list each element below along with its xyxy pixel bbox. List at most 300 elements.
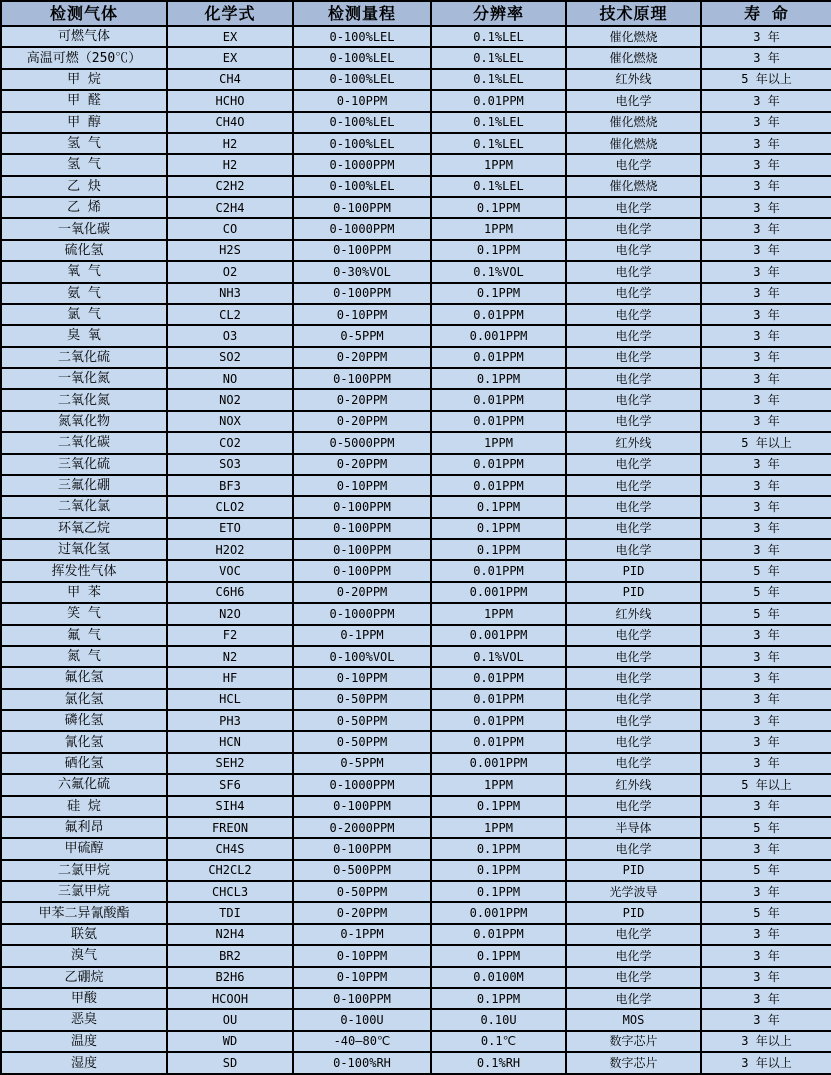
resolution-cell: 0.1PPM xyxy=(431,838,566,859)
resolution-cell: 0.1PPM xyxy=(431,496,566,517)
technology-principle-cell: 电化学 xyxy=(566,539,701,560)
resolution-cell: 0.1%RH xyxy=(431,1052,566,1074)
resolution-cell: 0.01PPM xyxy=(431,924,566,945)
resolution-cell: 0.1%LEL xyxy=(431,47,566,68)
table-row xyxy=(1,283,831,304)
detection-range-cell: 0-100%LEL xyxy=(293,26,431,47)
chemical-formula-cell: SF6 xyxy=(167,774,293,795)
gas-name-cell: 硫化氢 xyxy=(1,240,167,261)
chemical-formula-cell: OU xyxy=(167,1009,293,1030)
technology-principle-cell: 电化学 xyxy=(566,411,701,432)
gas-name-cell: 臭 氧 xyxy=(1,325,167,346)
detection-range-cell: 0-100%LEL xyxy=(293,69,431,90)
technology-principle-cell: 电化学 xyxy=(566,967,701,988)
chemical-formula-cell: FREON xyxy=(167,817,293,838)
header-chemical-formula: 化学式 xyxy=(167,1,293,26)
table-row xyxy=(1,411,831,432)
lifespan-cell: 3 年 xyxy=(701,389,831,410)
table-row xyxy=(1,454,831,475)
detection-range-cell: 0-1000PPM xyxy=(293,774,431,795)
detection-range-cell: 0-100PPM xyxy=(293,838,431,859)
chemical-formula-cell: SEH2 xyxy=(167,753,293,774)
chemical-formula-cell: CLO2 xyxy=(167,496,293,517)
gas-name-cell: 氢 气 xyxy=(1,154,167,175)
technology-principle-cell: PID xyxy=(566,560,701,581)
gas-name-cell: 二氧化硫 xyxy=(1,347,167,368)
gas-name-cell: 甲 醇 xyxy=(1,112,167,133)
lifespan-cell: 3 年 xyxy=(701,133,831,154)
table-row xyxy=(1,625,831,646)
resolution-cell: 0.1PPM xyxy=(431,368,566,389)
lifespan-cell: 5 年以上 xyxy=(701,69,831,90)
gas-name-cell: 高温可燃（250℃） xyxy=(1,47,167,68)
detection-range-cell: 0-100%VOL xyxy=(293,646,431,667)
lifespan-cell: 3 年 xyxy=(701,347,831,368)
table-row xyxy=(1,860,831,881)
detection-range-cell: 0-10PPM xyxy=(293,475,431,496)
lifespan-cell: 3 年 xyxy=(701,325,831,346)
lifespan-cell: 3 年 xyxy=(701,753,831,774)
detection-range-cell: 0-20PPM xyxy=(293,389,431,410)
technology-principle-cell: 电化学 xyxy=(566,689,701,710)
technology-principle-cell: 电化学 xyxy=(566,667,701,688)
technology-principle-cell: 红外线 xyxy=(566,774,701,795)
chemical-formula-cell: B2H6 xyxy=(167,967,293,988)
detection-range-cell: 0-5000PPM xyxy=(293,432,431,453)
chemical-formula-cell: CH4O xyxy=(167,112,293,133)
technology-principle-cell: 催化燃烧 xyxy=(566,112,701,133)
table-row xyxy=(1,582,831,603)
technology-principle-cell: 电化学 xyxy=(566,924,701,945)
technology-principle-cell: 电化学 xyxy=(566,475,701,496)
gas-name-cell: 笑 气 xyxy=(1,603,167,624)
lifespan-cell: 3 年以上 xyxy=(701,1031,831,1052)
chemical-formula-cell: O2 xyxy=(167,261,293,282)
gas-name-cell: 硒化氢 xyxy=(1,753,167,774)
technology-principle-cell: 电化学 xyxy=(566,945,701,966)
chemical-formula-cell: F2 xyxy=(167,625,293,646)
resolution-cell: 0.0100M xyxy=(431,967,566,988)
technology-principle-cell: 电化学 xyxy=(566,197,701,218)
table-row xyxy=(1,539,831,560)
lifespan-cell: 3 年 xyxy=(701,240,831,261)
resolution-cell: 0.01PPM xyxy=(431,560,566,581)
technology-principle-cell: 电化学 xyxy=(566,368,701,389)
detection-range-cell: 0-100PPM xyxy=(293,518,431,539)
lifespan-cell: 3 年 xyxy=(701,945,831,966)
technology-principle-cell: PID xyxy=(566,860,701,881)
lifespan-cell: 3 年 xyxy=(701,1009,831,1030)
detection-range-cell: -40—80℃ xyxy=(293,1031,431,1052)
resolution-cell: 1PPM xyxy=(431,154,566,175)
chemical-formula-cell: EX xyxy=(167,26,293,47)
table-row xyxy=(1,389,831,410)
detection-range-cell: 0-100%LEL xyxy=(293,176,431,197)
lifespan-cell: 3 年 xyxy=(701,924,831,945)
lifespan-cell: 3 年 xyxy=(701,47,831,68)
table-row xyxy=(1,902,831,923)
lifespan-cell: 3 年 xyxy=(701,218,831,239)
lifespan-cell: 3 年 xyxy=(701,154,831,175)
lifespan-cell: 5 年以上 xyxy=(701,432,831,453)
detection-range-cell: 0-1000PPM xyxy=(293,218,431,239)
lifespan-cell: 3 年 xyxy=(701,646,831,667)
table-header xyxy=(1,1,831,26)
resolution-cell: 0.1PPM xyxy=(431,240,566,261)
resolution-cell: 0.1%LEL xyxy=(431,69,566,90)
lifespan-cell: 3 年 xyxy=(701,710,831,731)
chemical-formula-cell: WD xyxy=(167,1031,293,1052)
gas-name-cell: 二氧化氮 xyxy=(1,389,167,410)
technology-principle-cell: PID xyxy=(566,902,701,923)
detection-range-cell: 0-20PPM xyxy=(293,411,431,432)
resolution-cell: 0.01PPM xyxy=(431,475,566,496)
detection-range-cell: 0-100PPM xyxy=(293,240,431,261)
detection-range-cell: 0-100PPM xyxy=(293,368,431,389)
detection-range-cell: 0-50PPM xyxy=(293,710,431,731)
table-row xyxy=(1,26,831,47)
technology-principle-cell: 电化学 xyxy=(566,283,701,304)
table-row xyxy=(1,774,831,795)
table-row xyxy=(1,475,831,496)
resolution-cell: 0.1PPM xyxy=(431,860,566,881)
chemical-formula-cell: HF xyxy=(167,667,293,688)
gas-name-cell: 氯 气 xyxy=(1,304,167,325)
technology-principle-cell: 电化学 xyxy=(566,240,701,261)
gas-name-cell: 一氧化碳 xyxy=(1,218,167,239)
chemical-formula-cell: NO2 xyxy=(167,389,293,410)
header-resolution: 分辨率 xyxy=(431,1,566,26)
detection-range-cell: 0-10PPM xyxy=(293,967,431,988)
gas-name-cell: 氮 气 xyxy=(1,646,167,667)
detection-range-cell: 0-20PPM xyxy=(293,454,431,475)
detection-range-cell: 0-20PPM xyxy=(293,582,431,603)
resolution-cell: 0.01PPM xyxy=(431,689,566,710)
technology-principle-cell: 电化学 xyxy=(566,261,701,282)
table-body xyxy=(1,26,831,1074)
table-row xyxy=(1,710,831,731)
gas-name-cell: 硅 烷 xyxy=(1,796,167,817)
table-row xyxy=(1,1031,831,1052)
table-row xyxy=(1,518,831,539)
gas-name-cell: 乙 烯 xyxy=(1,197,167,218)
table-row xyxy=(1,112,831,133)
table-row xyxy=(1,945,831,966)
lifespan-cell: 3 年 xyxy=(701,625,831,646)
chemical-formula-cell: N2O xyxy=(167,603,293,624)
detection-range-cell: 0-1000PPM xyxy=(293,603,431,624)
gas-name-cell: 甲苯二异氰酸酯 xyxy=(1,902,167,923)
chemical-formula-cell: H2S xyxy=(167,240,293,261)
resolution-cell: 1PPM xyxy=(431,817,566,838)
lifespan-cell: 3 年 xyxy=(701,838,831,859)
chemical-formula-cell: EX xyxy=(167,47,293,68)
lifespan-cell: 3 年 xyxy=(701,667,831,688)
lifespan-cell: 3 年 xyxy=(701,368,831,389)
gas-name-cell: 六氟化硫 xyxy=(1,774,167,795)
detection-range-cell: 0-100PPM xyxy=(293,496,431,517)
detection-range-cell: 0-100U xyxy=(293,1009,431,1030)
gas-name-cell: 氧 气 xyxy=(1,261,167,282)
chemical-formula-cell: N2 xyxy=(167,646,293,667)
gas-name-cell: 环氧乙烷 xyxy=(1,518,167,539)
technology-principle-cell: 电化学 xyxy=(566,90,701,111)
header-row xyxy=(1,1,831,26)
technology-principle-cell: 电化学 xyxy=(566,988,701,1009)
gas-name-cell: 二氧化氯 xyxy=(1,496,167,517)
lifespan-cell: 5 年 xyxy=(701,603,831,624)
lifespan-cell: 5 年 xyxy=(701,582,831,603)
resolution-cell: 1PPM xyxy=(431,218,566,239)
table-row xyxy=(1,838,831,859)
resolution-cell: 0.1PPM xyxy=(431,539,566,560)
technology-principle-cell: 电化学 xyxy=(566,154,701,175)
resolution-cell: 0.1PPM xyxy=(431,283,566,304)
detection-range-cell: 0-100%LEL xyxy=(293,112,431,133)
lifespan-cell: 3 年 xyxy=(701,283,831,304)
table-row xyxy=(1,667,831,688)
table-row xyxy=(1,197,831,218)
gas-name-cell: 磷化氢 xyxy=(1,710,167,731)
lifespan-cell: 3 年 xyxy=(701,411,831,432)
gas-name-cell: 甲 烷 xyxy=(1,69,167,90)
table-row xyxy=(1,796,831,817)
lifespan-cell: 3 年 xyxy=(701,112,831,133)
technology-principle-cell: 电化学 xyxy=(566,646,701,667)
table-row xyxy=(1,753,831,774)
table-row xyxy=(1,47,831,68)
chemical-formula-cell: HCN xyxy=(167,731,293,752)
resolution-cell: 1PPM xyxy=(431,432,566,453)
table-row xyxy=(1,817,831,838)
chemical-formula-cell: TDI xyxy=(167,902,293,923)
technology-principle-cell: 电化学 xyxy=(566,347,701,368)
resolution-cell: 0.01PPM xyxy=(431,667,566,688)
gas-name-cell: 氢 气 xyxy=(1,133,167,154)
lifespan-cell: 3 年 xyxy=(701,731,831,752)
lifespan-cell: 5 年 xyxy=(701,560,831,581)
gas-name-cell: 一氧化氮 xyxy=(1,368,167,389)
gas-name-cell: 乙硼烷 xyxy=(1,967,167,988)
chemical-formula-cell: CL2 xyxy=(167,304,293,325)
resolution-cell: 0.1PPM xyxy=(431,945,566,966)
gas-name-cell: 氨 气 xyxy=(1,283,167,304)
table-row xyxy=(1,176,831,197)
gas-name-cell: 氯化氢 xyxy=(1,689,167,710)
lifespan-cell: 5 年 xyxy=(701,817,831,838)
chemical-formula-cell: SD xyxy=(167,1052,293,1074)
resolution-cell: 0.001PPM xyxy=(431,582,566,603)
lifespan-cell: 3 年 xyxy=(701,475,831,496)
table-row xyxy=(1,90,831,111)
lifespan-cell: 3 年 xyxy=(701,176,831,197)
gas-name-cell: 溴气 xyxy=(1,945,167,966)
chemical-formula-cell: C2H4 xyxy=(167,197,293,218)
header-detection-range: 检测量程 xyxy=(293,1,431,26)
lifespan-cell: 3 年 xyxy=(701,197,831,218)
resolution-cell: 0.1PPM xyxy=(431,796,566,817)
detection-range-cell: 0-1000PPM xyxy=(293,154,431,175)
lifespan-cell: 3 年 xyxy=(701,261,831,282)
header-gas-name: 检测气体 xyxy=(1,1,167,26)
lifespan-cell: 3 年 xyxy=(701,26,831,47)
detection-range-cell: 0-20PPM xyxy=(293,347,431,368)
detection-range-cell: 0-10PPM xyxy=(293,945,431,966)
table-row xyxy=(1,967,831,988)
gas-name-cell: 氟利昂 xyxy=(1,817,167,838)
resolution-cell: 1PPM xyxy=(431,774,566,795)
detection-range-cell: 0-2000PPM xyxy=(293,817,431,838)
detection-range-cell: 0-100%LEL xyxy=(293,133,431,154)
chemical-formula-cell: ETO xyxy=(167,518,293,539)
technology-principle-cell: 电化学 xyxy=(566,518,701,539)
table-row xyxy=(1,603,831,624)
gas-name-cell: 三氟化硼 xyxy=(1,475,167,496)
lifespan-cell: 3 年 xyxy=(701,988,831,1009)
resolution-cell: 0.01PPM xyxy=(431,411,566,432)
technology-principle-cell: 催化燃烧 xyxy=(566,26,701,47)
chemical-formula-cell: SO3 xyxy=(167,454,293,475)
chemical-formula-cell: BF3 xyxy=(167,475,293,496)
lifespan-cell: 5 年以上 xyxy=(701,774,831,795)
header-lifespan: 寿 命 xyxy=(701,1,831,26)
resolution-cell: 0.1PPM xyxy=(431,197,566,218)
technology-principle-cell: 数字芯片 xyxy=(566,1031,701,1052)
gas-name-cell: 氮氧化物 xyxy=(1,411,167,432)
chemical-formula-cell: SO2 xyxy=(167,347,293,368)
chemical-formula-cell: H2O2 xyxy=(167,539,293,560)
table-row xyxy=(1,261,831,282)
technology-principle-cell: 红外线 xyxy=(566,69,701,90)
gas-name-cell: 挥发性气体 xyxy=(1,560,167,581)
gas-name-cell: 恶臭 xyxy=(1,1009,167,1030)
lifespan-cell: 5 年 xyxy=(701,860,831,881)
detection-range-cell: 0-100PPM xyxy=(293,988,431,1009)
resolution-cell: 0.1PPM xyxy=(431,988,566,1009)
gas-name-cell: 二氧化碳 xyxy=(1,432,167,453)
chemical-formula-cell: H2 xyxy=(167,154,293,175)
gas-name-cell: 可燃气体 xyxy=(1,26,167,47)
resolution-cell: 0.001PPM xyxy=(431,325,566,346)
technology-principle-cell: 电化学 xyxy=(566,304,701,325)
resolution-cell: 0.1%LEL xyxy=(431,133,566,154)
technology-principle-cell: 催化燃烧 xyxy=(566,176,701,197)
table-row xyxy=(1,1009,831,1030)
detection-range-cell: 0-5PPM xyxy=(293,753,431,774)
technology-principle-cell: 电化学 xyxy=(566,325,701,346)
gas-name-cell: 甲酸 xyxy=(1,988,167,1009)
detection-range-cell: 0-100PPM xyxy=(293,560,431,581)
detection-range-cell: 0-10PPM xyxy=(293,90,431,111)
detection-range-cell: 0-100PPM xyxy=(293,197,431,218)
table-row xyxy=(1,689,831,710)
resolution-cell: 0.1PPM xyxy=(431,518,566,539)
table-row xyxy=(1,988,831,1009)
resolution-cell: 0.001PPM xyxy=(431,753,566,774)
gas-name-cell: 甲 醛 xyxy=(1,90,167,111)
chemical-formula-cell: H2 xyxy=(167,133,293,154)
lifespan-cell: 3 年以上 xyxy=(701,1052,831,1074)
gas-name-cell: 乙 炔 xyxy=(1,176,167,197)
gas-name-cell: 二氯甲烷 xyxy=(1,860,167,881)
gas-name-cell: 过氧化氢 xyxy=(1,539,167,560)
resolution-cell: 0.001PPM xyxy=(431,625,566,646)
detection-range-cell: 0-10PPM xyxy=(293,667,431,688)
table-row xyxy=(1,368,831,389)
table-row xyxy=(1,924,831,945)
resolution-cell: 0.1%LEL xyxy=(431,112,566,133)
chemical-formula-cell: NOX xyxy=(167,411,293,432)
chemical-formula-cell: CHCL3 xyxy=(167,881,293,902)
technology-principle-cell: 电化学 xyxy=(566,753,701,774)
detection-range-cell: 0-1PPM xyxy=(293,625,431,646)
technology-principle-cell: 电化学 xyxy=(566,454,701,475)
technology-principle-cell: 电化学 xyxy=(566,625,701,646)
lifespan-cell: 3 年 xyxy=(701,796,831,817)
chemical-formula-cell: NO xyxy=(167,368,293,389)
gas-name-cell: 三氧化硫 xyxy=(1,454,167,475)
technology-principle-cell: 电化学 xyxy=(566,218,701,239)
detection-range-cell: 0-100PPM xyxy=(293,539,431,560)
resolution-cell: 0.01PPM xyxy=(431,389,566,410)
lifespan-cell: 3 年 xyxy=(701,539,831,560)
technology-principle-cell: MOS xyxy=(566,1009,701,1030)
chemical-formula-cell: BR2 xyxy=(167,945,293,966)
detection-range-cell: 0-1PPM xyxy=(293,924,431,945)
technology-principle-cell: 数字芯片 xyxy=(566,1052,701,1074)
resolution-cell: 0.01PPM xyxy=(431,731,566,752)
chemical-formula-cell: CH2CL2 xyxy=(167,860,293,881)
detection-range-cell: 0-100%RH xyxy=(293,1052,431,1074)
resolution-cell: 0.1%LEL xyxy=(431,26,566,47)
chemical-formula-cell: C2H2 xyxy=(167,176,293,197)
chemical-formula-cell: CH4S xyxy=(167,838,293,859)
table-row xyxy=(1,432,831,453)
resolution-cell: 0.001PPM xyxy=(431,902,566,923)
chemical-formula-cell: SIH4 xyxy=(167,796,293,817)
detection-range-cell: 0-100%LEL xyxy=(293,47,431,68)
table-row xyxy=(1,240,831,261)
table-row xyxy=(1,881,831,902)
technology-principle-cell: 催化燃烧 xyxy=(566,133,701,154)
detection-range-cell: 0-100PPM xyxy=(293,796,431,817)
header-technology-principle: 技术原理 xyxy=(566,1,701,26)
lifespan-cell: 3 年 xyxy=(701,689,831,710)
chemical-formula-cell: CO2 xyxy=(167,432,293,453)
table-row xyxy=(1,560,831,581)
gas-name-cell: 温度 xyxy=(1,1031,167,1052)
resolution-cell: 1PPM xyxy=(431,603,566,624)
resolution-cell: 0.10U xyxy=(431,1009,566,1030)
chemical-formula-cell: HCHO xyxy=(167,90,293,111)
technology-principle-cell: 电化学 xyxy=(566,496,701,517)
gas-name-cell: 联氨 xyxy=(1,924,167,945)
chemical-formula-cell: HCL xyxy=(167,689,293,710)
gas-name-cell: 甲 苯 xyxy=(1,582,167,603)
lifespan-cell: 3 年 xyxy=(701,304,831,325)
chemical-formula-cell: C6H6 xyxy=(167,582,293,603)
table-row xyxy=(1,325,831,346)
table-row xyxy=(1,347,831,368)
lifespan-cell: 3 年 xyxy=(701,90,831,111)
detection-range-cell: 0-50PPM xyxy=(293,731,431,752)
resolution-cell: 0.1%VOL xyxy=(431,261,566,282)
gas-name-cell: 甲硫醇 xyxy=(1,838,167,859)
technology-principle-cell: 电化学 xyxy=(566,710,701,731)
table-row xyxy=(1,731,831,752)
chemical-formula-cell: NH3 xyxy=(167,283,293,304)
chemical-formula-cell: CO xyxy=(167,218,293,239)
